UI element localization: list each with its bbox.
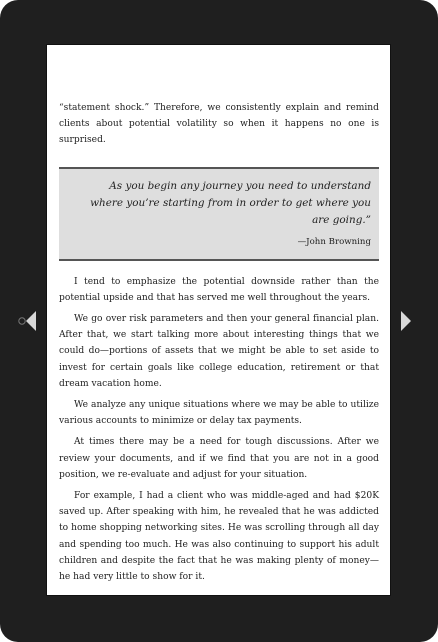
previous-page-button[interactable] xyxy=(17,309,41,333)
page-view xyxy=(47,45,390,595)
chevron-right-icon xyxy=(396,309,420,333)
quote-text: As you begin any journey you need to understand where you’re starting from in order to get where you are going.” xyxy=(90,179,371,226)
quote-author: —John Browning xyxy=(297,236,371,247)
chevron-left-icon xyxy=(17,309,41,333)
body-paragraph: For example, I had a client who was middle-aged and had $20K saved up. After speaking with him, he revealed that he was addicted to home shopping networking sites. He was scrolling through all day and spending too much. He was also continuing to support his adult children and despite the fact that he was making plenty of money—he had very little to show for it. xyxy=(59,491,379,583)
body-paragraph: At times there may be a need for tough discussions. After we review your documents, and if we find that you are not in a good position, we re-evaluate and adjust for your situation. xyxy=(59,437,379,480)
next-page-button[interactable] xyxy=(396,309,420,333)
body-paragraph: We analyze any unique situations where we may be able to utilize various accounts to minimize or delay tax payments. xyxy=(59,400,379,427)
body-paragraph: I tend to emphasize the potential downside rather than the potential upside and that has served me well throughout the years. xyxy=(59,276,379,303)
page-content xyxy=(59,100,379,590)
intro-paragraph: “statement shock.” Therefore, we consistently explain and remind clients about potential volatility so when it happens no one is surprised. xyxy=(59,103,379,146)
pull-quote xyxy=(59,167,379,261)
body-paragraph: We go over risk parameters and then your general financial plan. After that, we start talking more about interesting things that we could do—portions of assets that we might be able to set aside to invest for certain goals like college education, retirement or that dream vacation home. xyxy=(59,314,379,389)
